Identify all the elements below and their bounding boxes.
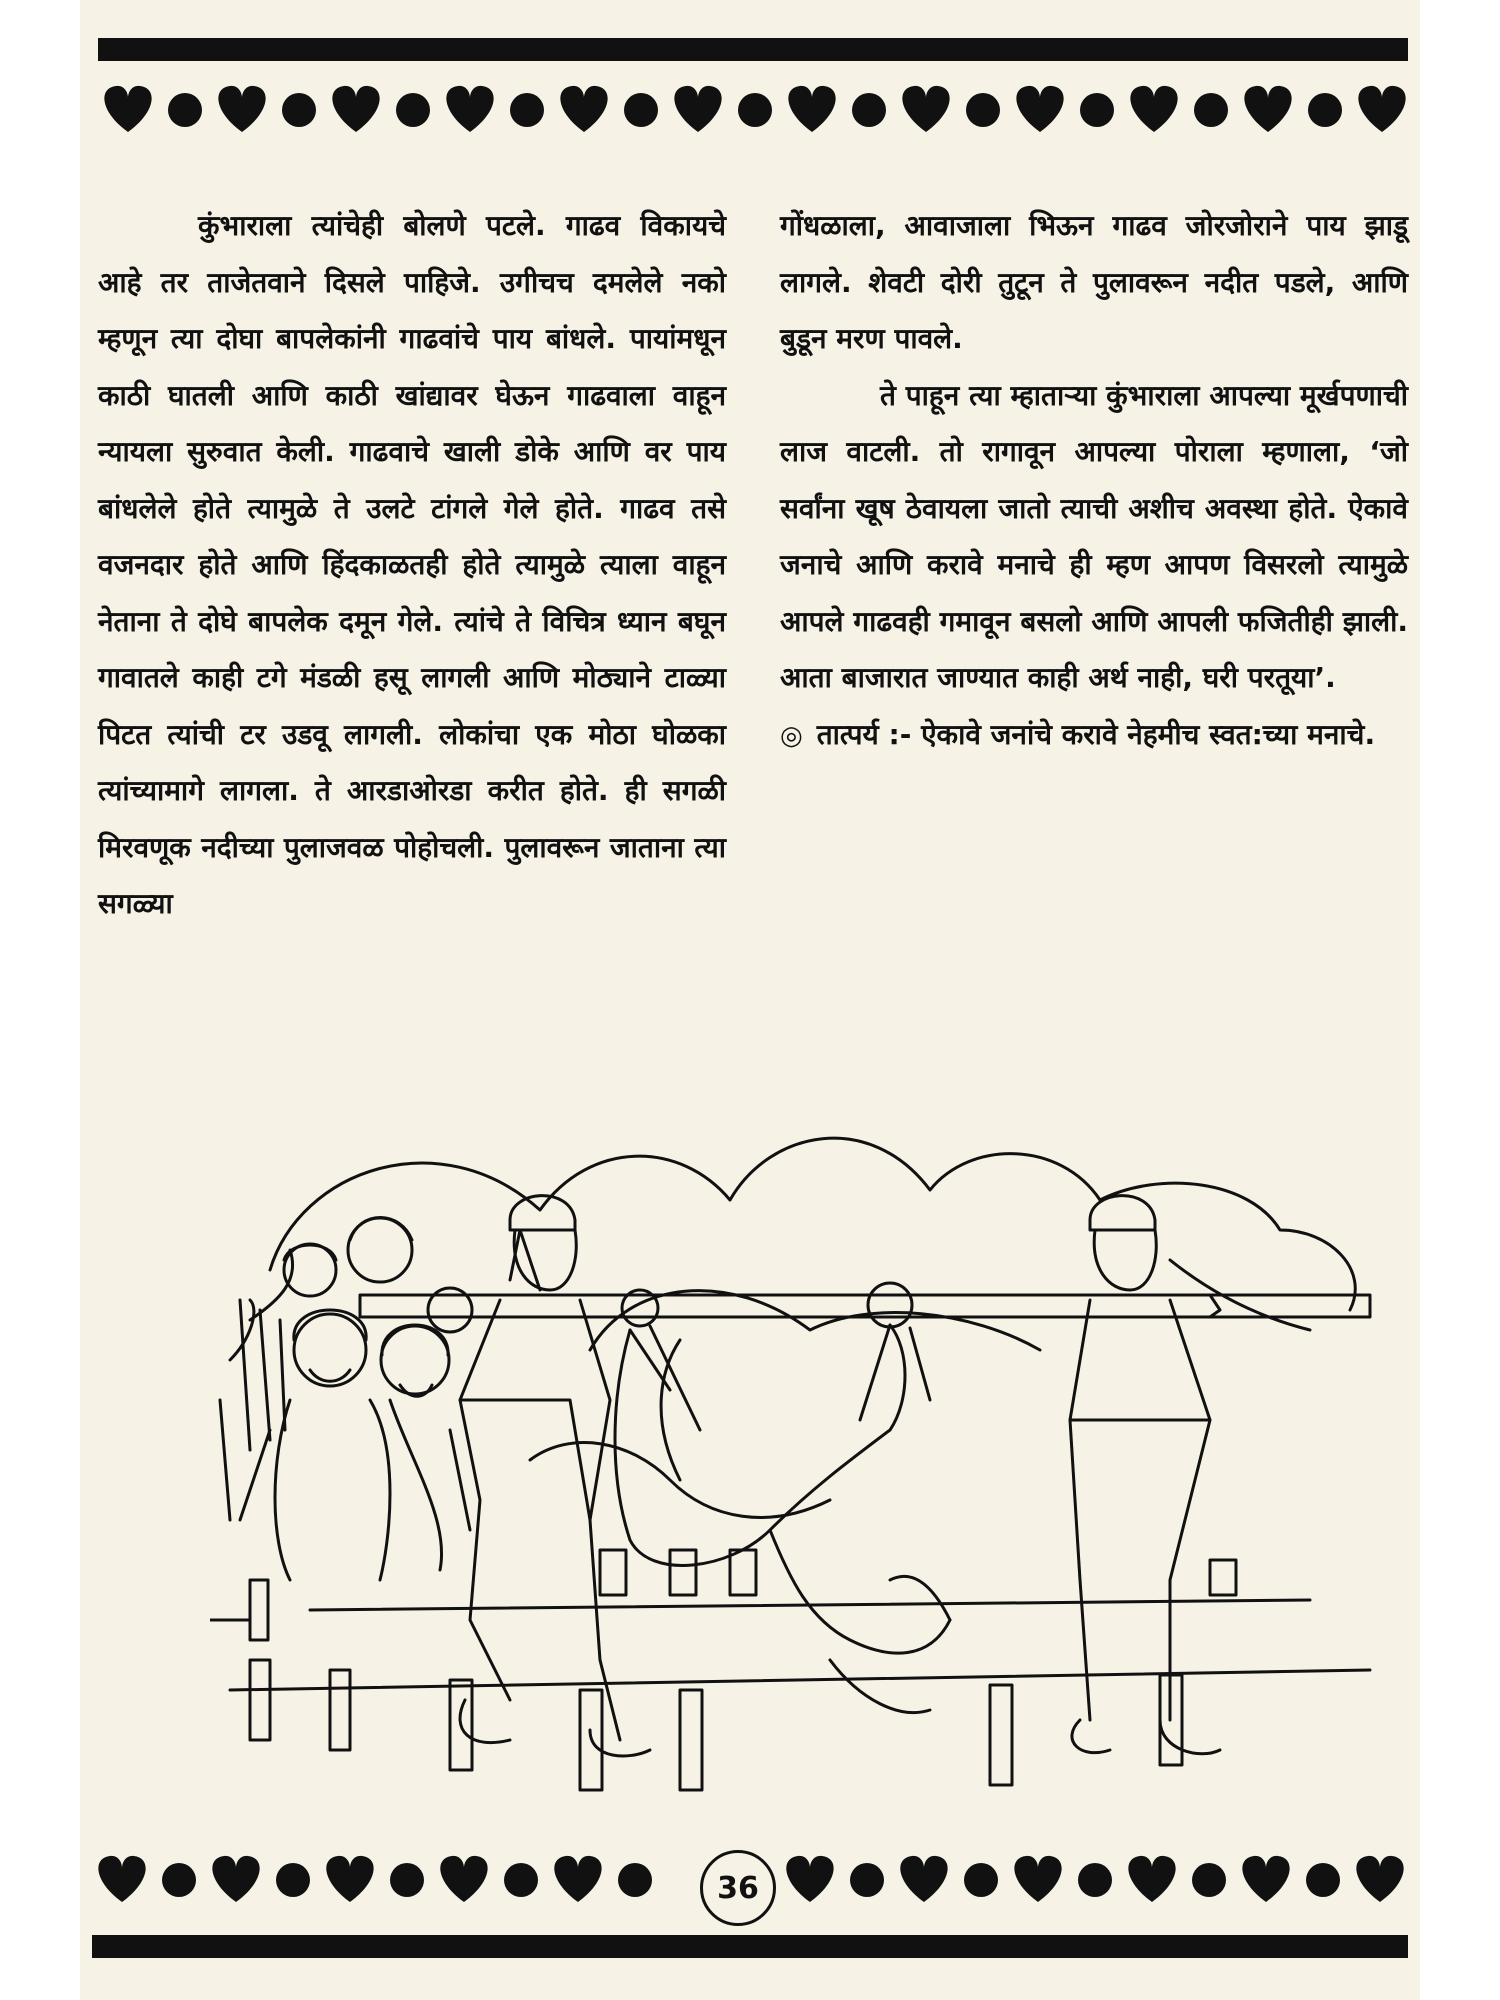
circle-icon (964, 1863, 998, 1897)
circle-icon (1308, 93, 1342, 127)
heart-icon (98, 1856, 145, 1902)
circle-icon (852, 93, 886, 127)
heart-icon (218, 86, 265, 132)
heart-icon (446, 86, 493, 132)
bottom-heart-border-left (92, 1850, 692, 1912)
circle-icon (276, 1863, 310, 1897)
heart-icon (902, 86, 949, 132)
heart-icon (1130, 86, 1177, 132)
illustration-donkey-carried-icon (210, 1100, 1400, 1800)
circle-icon (504, 1863, 538, 1897)
heart-icon (674, 86, 721, 132)
moral (780, 707, 1408, 765)
heart-icon (440, 1856, 487, 1902)
circle-icon (282, 93, 316, 127)
heart-icon (1242, 1856, 1289, 1902)
heart-icon (554, 1856, 601, 1902)
circle-icon (1192, 1863, 1226, 1897)
page-number: 36 (700, 1850, 776, 1926)
circle-icon (396, 93, 430, 127)
bottom-heart-border-right (780, 1850, 1408, 1912)
heart-icon (900, 1856, 947, 1902)
circle-icon (850, 1863, 884, 1897)
bullseye-icon: ◎ (780, 720, 803, 751)
right-column-paragraph-2: ते पाहून त्या म्हाताऱ्या कुंभाराला आपल्या मूर्खपणाची लाज वाटली. तो रागावून आपल्या पोराला म्हणाला, ‘जो सर्वांना खूष ठेवायला जातो त्याची अशीच अवस्था होते. ऐकावे जनाचे आणि करावे मनाचे ही म्हण आपण विसरलो त्यामुळे आपले गाढवही गमावून बसलो आणि आपली फजितीही झाली. आता बाजारात जाण्यात काही अर्थ नाही, घरी परतूया’. (780, 378, 1408, 694)
circle-icon (390, 1863, 424, 1897)
circle-icon (1080, 93, 1114, 127)
heart-icon (1358, 86, 1405, 132)
circle-icon (1306, 1863, 1340, 1897)
top-heart-border (98, 80, 1408, 142)
circle-icon (1078, 1863, 1112, 1897)
left-column-text: कुंभाराला त्यांचेही बोलणे पटले. गाढव विकायचे आहे तर ताजेतवाने दिसले पाहिजे. उगीचच दमलेले नको म्हणून त्या दोघा बापलेकांनी गाढवांचे पाय बांधले. पायांमधून काठी घातली आणि काठी खांद्यावर घेऊन गाढवाला वाहून न्यायला सुरुवात केली. गाढवाचे खाली डोके आणि वर पाय बांधलेले होते त्यामुळे ते उलटे टांगले गेले होते. गाढव तसे वजनदार होते आणि हिंदकाळतही होते त्यामुळे त्याला वाहून नेताना ते दोघे बापलेक दमून गेले. त्यांचे ते विचित्र ध्यान बघून गावातले काही टगे मंडळी हसू लागली आणि मोठ्याने टाळ्या पिटत त्यांची टर उडवू लागली. लोकांचा एक मोठा घोळका त्यांच्यामागे लागला. ते आरडाओरडा करीत होते. ही सगळी मिरवणूक नदीच्या पुलाजवळ पोहोचली. पुलावरून जाताना त्या सगळ्या (98, 209, 726, 920)
moral-text: तात्पर्य :- ऐकावे जनांचे करावे नेहमीच स्वत:च्या मनाचे. (816, 717, 1376, 751)
circle-icon (162, 1863, 196, 1897)
circle-icon (624, 93, 658, 127)
heart-icon (1356, 1856, 1403, 1902)
heart-icon (1014, 1856, 1061, 1902)
bottom-rule (92, 1935, 1408, 1958)
heart-icon (1128, 1856, 1175, 1902)
heart-icon (1016, 86, 1063, 132)
heart-icon (104, 86, 151, 132)
heart-icon (786, 1856, 833, 1902)
top-rule (98, 38, 1408, 61)
heart-icon (212, 1856, 259, 1902)
heart-icon (560, 86, 607, 132)
heart-icon (1244, 86, 1291, 132)
circle-icon (510, 93, 544, 127)
circle-icon (618, 1863, 652, 1897)
circle-icon (1194, 93, 1228, 127)
circle-icon (168, 93, 202, 127)
circle-icon (738, 93, 772, 127)
heart-icon (332, 86, 379, 132)
circle-icon (966, 93, 1000, 127)
heart-icon (326, 1856, 373, 1902)
right-column (780, 198, 1408, 764)
right-column-paragraph-1: गोंधळाला, आवाजाला भिऊन गाढव जोरजोराने पाय झाडू लागले. शेवटी दोरी तुटून ते पुलावरून नदीत पडले, आणि बुडून मरण पावले. (780, 209, 1408, 355)
heart-icon (788, 86, 835, 132)
